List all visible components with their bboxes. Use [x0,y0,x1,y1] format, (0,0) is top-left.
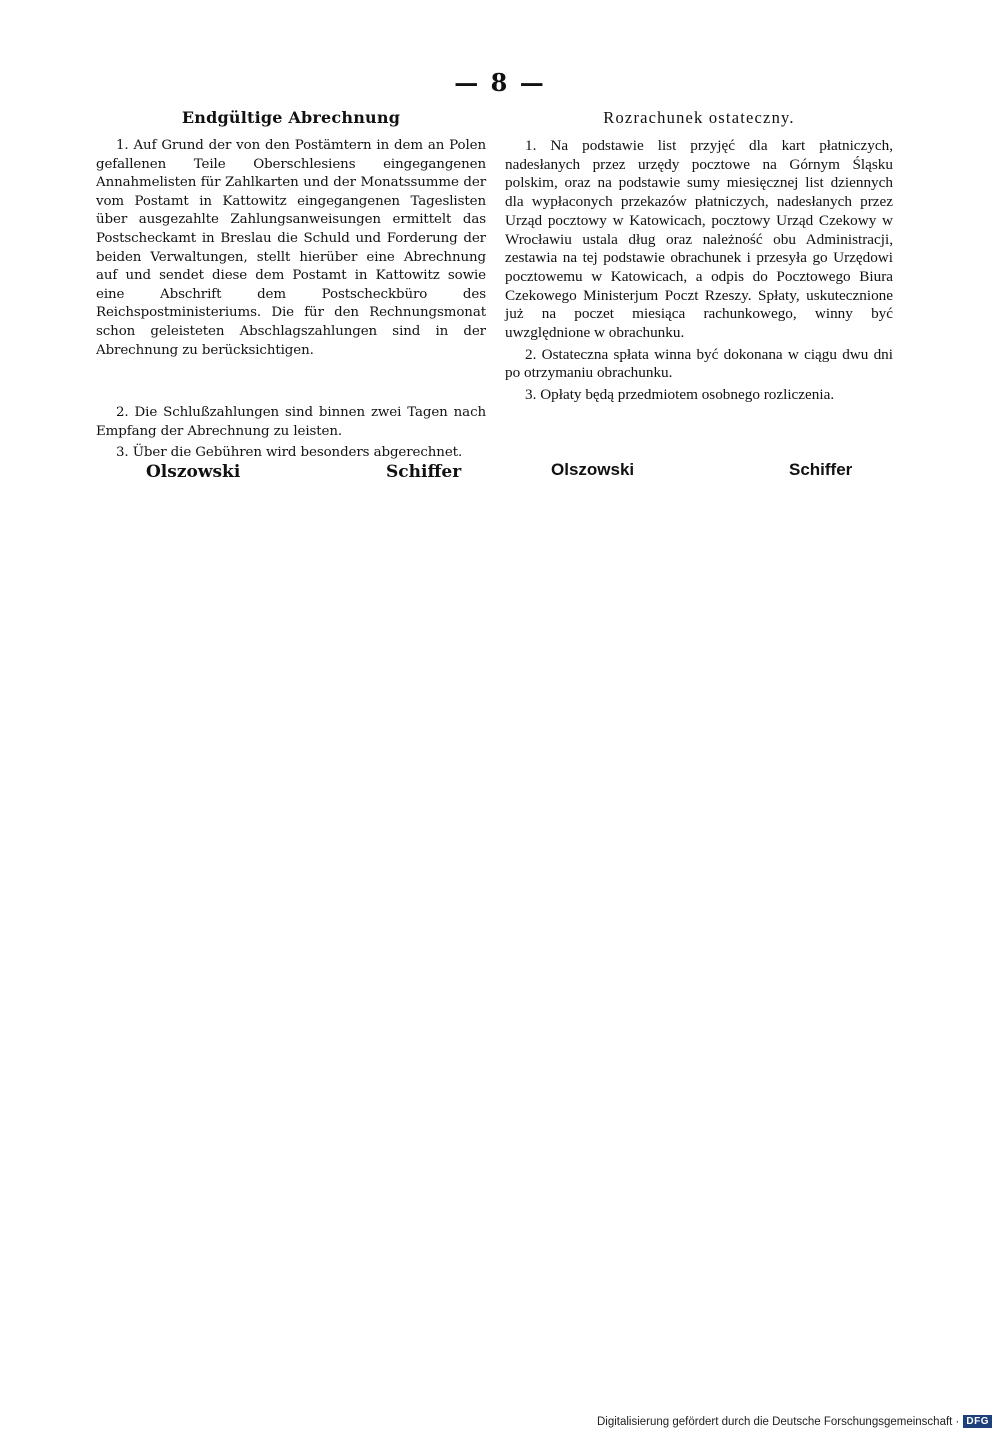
polish-paragraph-1: 1. Na podstawie list przyjęć dla kart płatniczych, nadesłanych przez urzędy pocztowe na Górnym Śląsku polskim, oraz na podstawie sumy miesięcznej list dziennych dla wypłaconych przekazów płatniczych, nadesłanych przez Urząd pocztowy w Katowicach, pocztowy Urząd Czekowy w Wrocławiu ustala dług oraz należność obu Administracji, zestawia na tej podstawie obrachunek i przesyła go Urzędowi pocztowemu w Katowicach, a odpis do Pocztowego Biura Czekowego Ministerjum Poczt Rzeszy. Spłaty, uskutecznione już na poczet miesiąca rachunkowego, winny być uwzględnione w obrachunku. [505,137,893,342]
dfg-logo-icon: DFG [963,1415,992,1428]
footer [597,1415,992,1428]
polish-signature-olszowski: Olszowski [551,460,635,479]
german-column [96,108,486,463]
polish-paragraph-3: 3. Opłaty będą przedmiotem osobnego rozliczenia. [525,386,835,404]
page-number: — 8 — [454,68,546,97]
german-signature-schiffer: Schiffer [386,462,462,482]
footer-text: Digitalisierung gefördert durch die Deutsche Forschungsgemeinschaft · [596,1415,960,1428]
german-paragraph-2: 2. Die Schlußzahlungen sind binnen zwei Tagen nach Empfang der Abrechnung zu leisten. [96,405,486,439]
polish-column [505,108,893,405]
german-paragraph-3: 3. Über die Gebühren wird besonders abgerechnet. [116,445,463,461]
polish-paragraph-2: 2. Ostateczna spłata winna być dokonana w ciągu dwu dni po otrzymaniu obrachunku. [505,345,893,382]
polish-heading: Rozrachunek ostateczny. [603,108,795,127]
german-signature-olszowski: Olszowski [146,462,241,482]
polish-signature-schiffer: Schiffer [789,460,853,479]
german-heading: Endgültige Abrechnung [181,108,401,127]
german-paragraph-1: 1. Auf Grund der von den Postämtern in dem an Polen gefallenen Teile Oberschlesiens eingegangenen Annahmelisten für Zahlkarten und der Monatssumme der vom Postamt in Kattowitz eingegangenen Tageslisten über ausgezahlte Zahlungsanweisungen ermittelt das Postscheckamt in Breslau die Schuld und Forderung der beiden Verwaltungen, stellt hierüber eine Abrechnung auf und sendet diese dem Postamt in Kattowitz sowie eine Abschrift dem Postscheckbüro des Reichspostministeriums. Die für den Rechnungsmonat schon geleisteten Abschlagszahlungen sind in der Abrechnung zu berücksichtigen. [96,138,486,358]
